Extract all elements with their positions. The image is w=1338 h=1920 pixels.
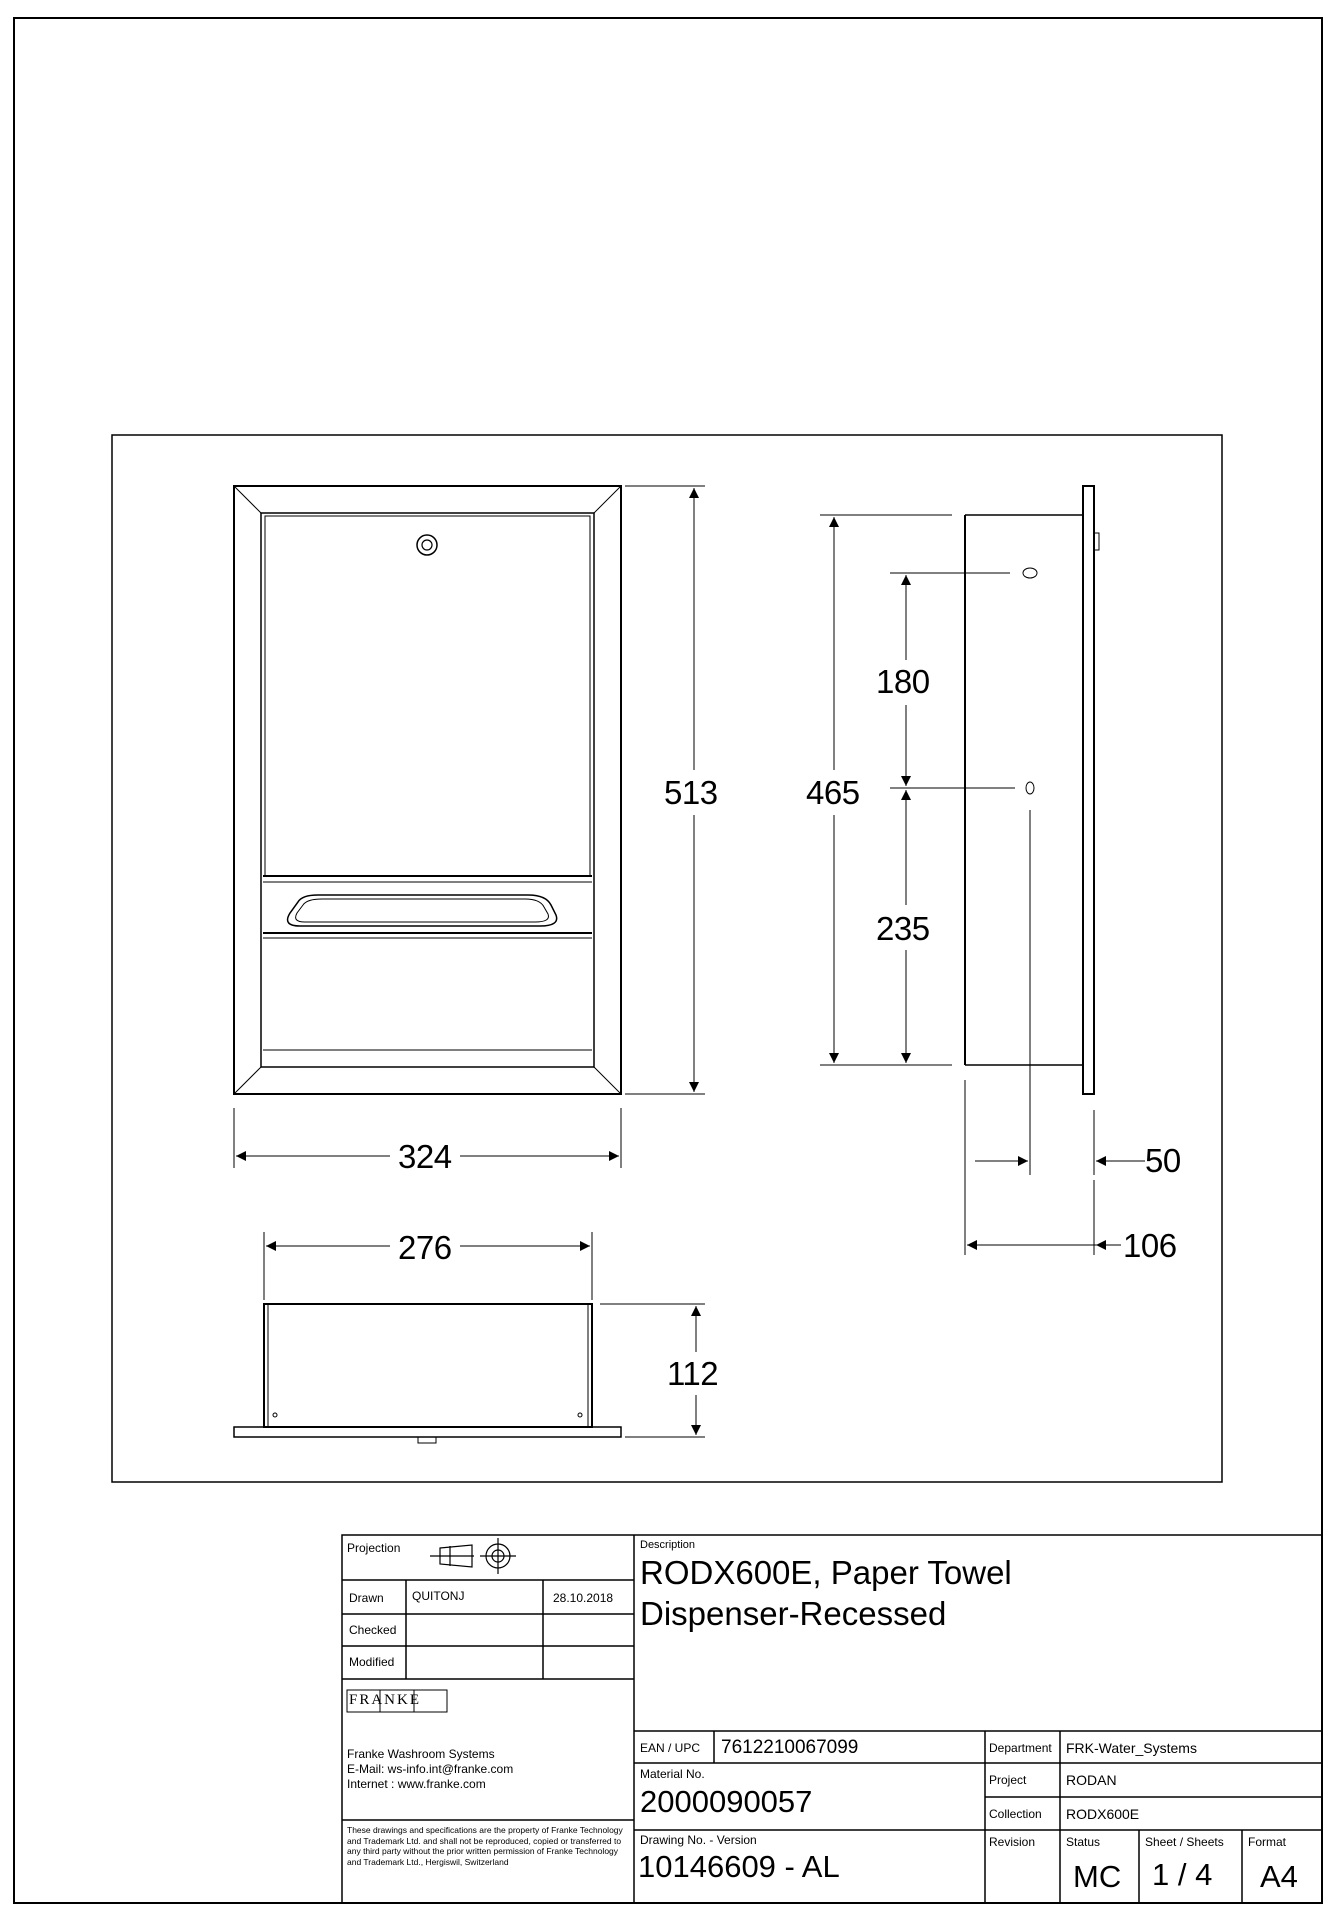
side-view — [965, 486, 1099, 1255]
dim-label-235: 235 — [876, 910, 930, 947]
company-name: Franke Washroom Systems — [347, 1747, 495, 1761]
dim-label-106: 106 — [1123, 1227, 1177, 1264]
description-line2: Dispenser-Recessed — [640, 1595, 947, 1632]
drawn-date-value: 28.10.2018 — [553, 1591, 614, 1605]
top-view — [234, 1304, 621, 1443]
drawing-label: Drawing No. - Version — [640, 1833, 757, 1847]
format-label: Format — [1248, 1835, 1287, 1849]
dim-label-513: 513 — [664, 774, 718, 811]
status-label: Status — [1066, 1835, 1101, 1849]
project-label: Project — [989, 1773, 1027, 1787]
description-line1: RODX600E, Paper Towel — [640, 1554, 1012, 1591]
revision-label: Revision — [989, 1835, 1036, 1849]
material-label: Material No. — [640, 1767, 705, 1781]
project-value: RODAN — [1066, 1772, 1117, 1788]
dim-label-50: 50 — [1145, 1142, 1181, 1179]
modified-label: Modified — [349, 1655, 395, 1669]
collection-value: RODX600E — [1066, 1806, 1140, 1822]
dim-label-112: 112 — [667, 1355, 719, 1392]
dim-180-235 — [890, 573, 1015, 1063]
description-label: Description — [640, 1539, 696, 1551]
ean-label: EAN / UPC — [640, 1741, 701, 1755]
dim-label-180: 180 — [876, 663, 930, 700]
collection-label: Collection — [989, 1807, 1042, 1821]
sheet-value: 1 / 4 — [1152, 1857, 1213, 1892]
legal-notice: These drawings and specifications are the property of Franke Technology and Trademark Ltd. and shall not be reproduced, copied or transferred to any third party without the prior written permission of Franke Technology and Trademark Ltd., Hergiswil, Switzerland — [347, 1825, 623, 1867]
franke-logo-text: FRANKE — [349, 1692, 422, 1708]
company-web: Internet : www.franke.com — [347, 1777, 486, 1791]
dim-label-324: 324 — [398, 1138, 452, 1175]
drawn-by-value: QUITONJ — [412, 1589, 465, 1603]
dim-label-276: 276 — [398, 1229, 452, 1266]
company-email: E-Mail: ws-info.int@franke.com — [347, 1762, 514, 1776]
material-value: 2000090057 — [640, 1784, 813, 1819]
department-value: FRK-Water_Systems — [1066, 1740, 1197, 1756]
status-value: MC — [1073, 1859, 1122, 1894]
front-view — [234, 486, 621, 1094]
projection-label: Projection — [347, 1541, 401, 1555]
checked-label: Checked — [349, 1623, 397, 1637]
drawn-label: Drawn — [349, 1591, 384, 1605]
department-label: Department — [989, 1741, 1052, 1755]
drawing-value: 10146609 - AL — [638, 1849, 840, 1884]
format-value: A4 — [1260, 1859, 1298, 1894]
sheet-label: Sheet / Sheets — [1145, 1835, 1224, 1849]
drawing-frame — [112, 435, 1222, 1482]
dim-label-465: 465 — [806, 774, 860, 811]
projection-symbol-icon — [430, 1538, 516, 1574]
ean-value: 7612210067099 — [721, 1737, 859, 1758]
